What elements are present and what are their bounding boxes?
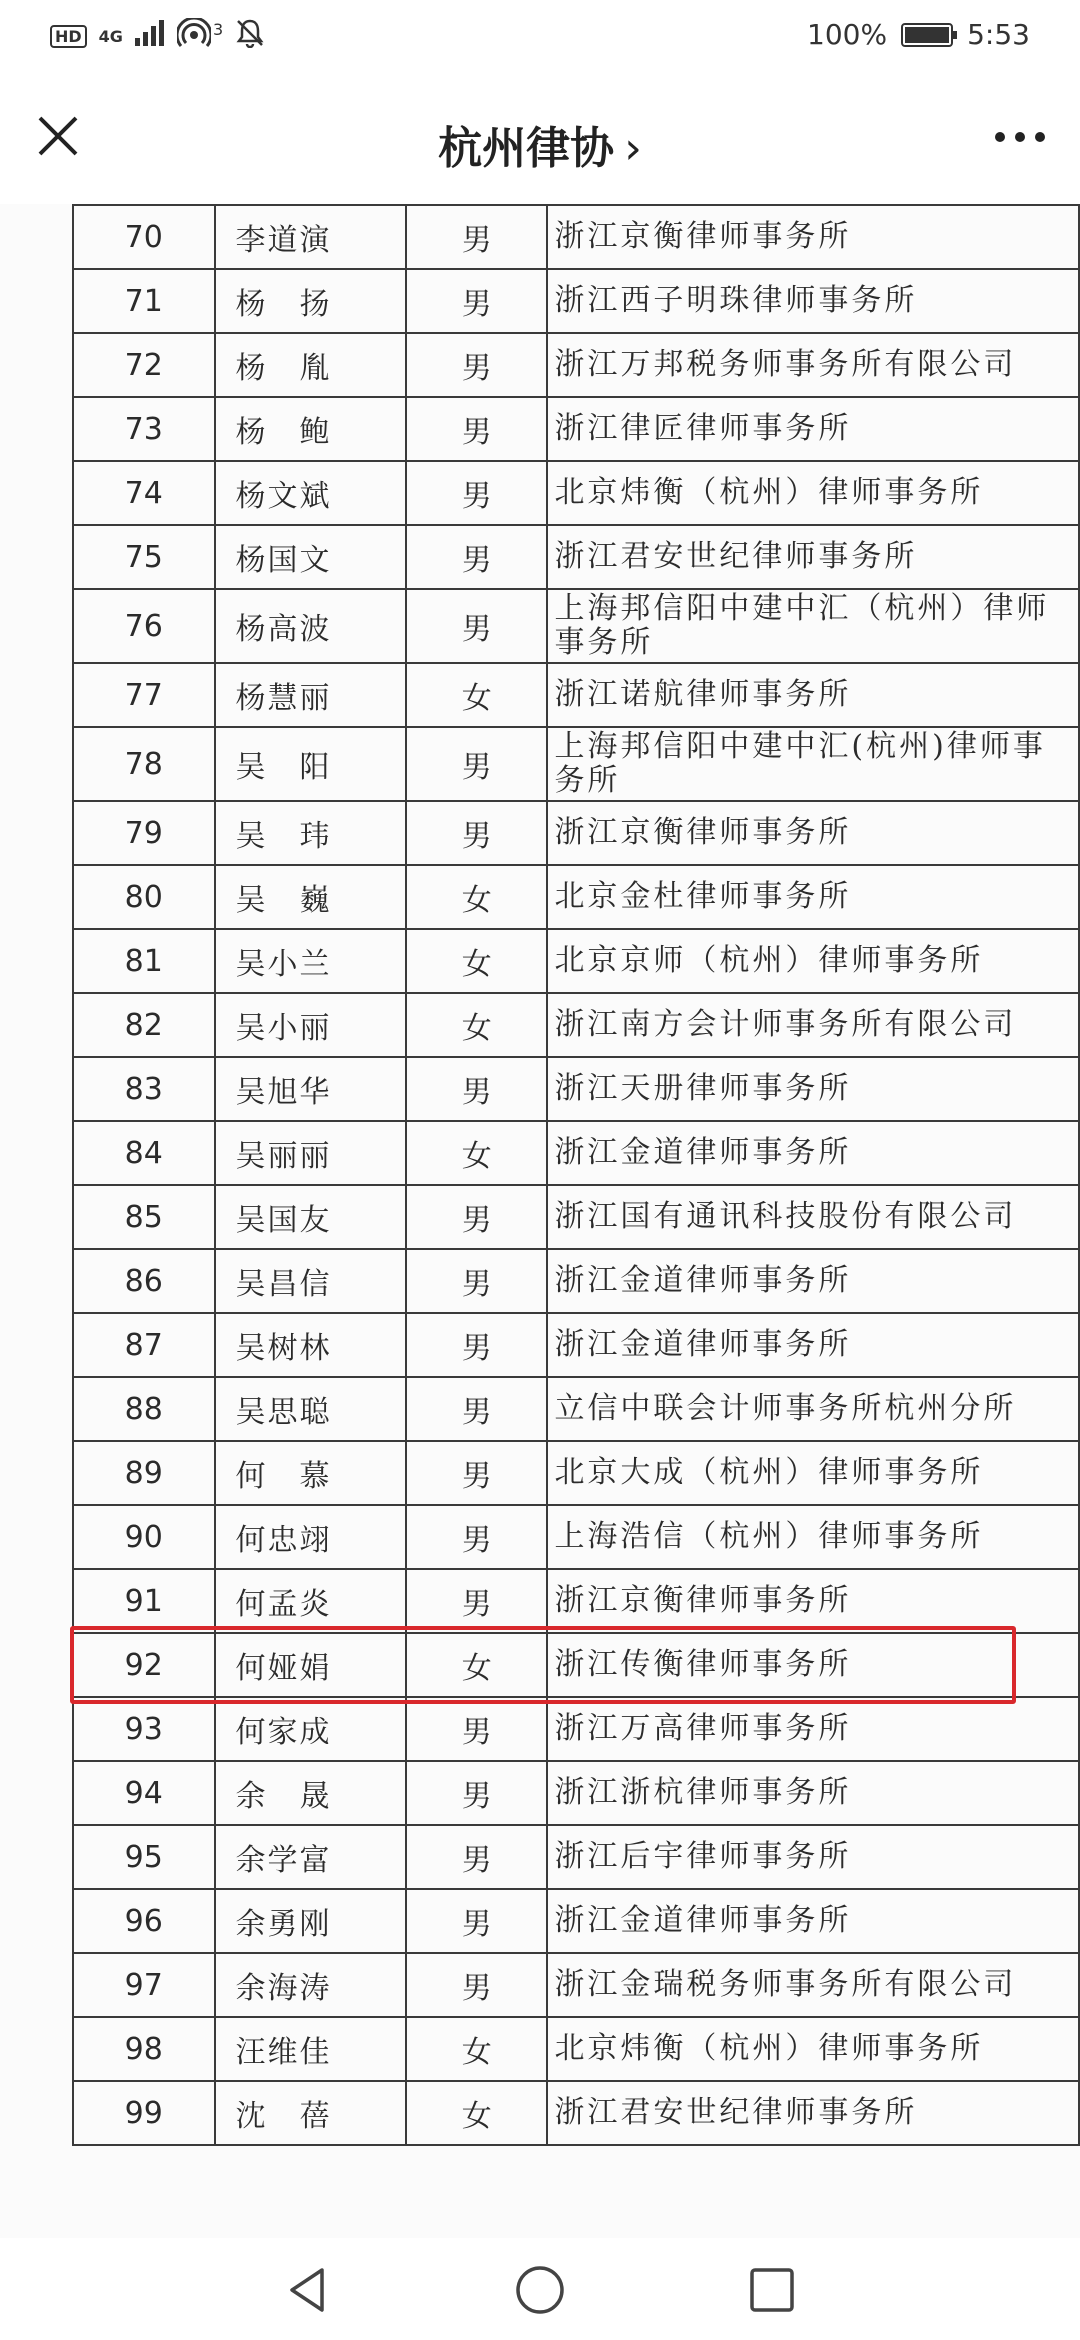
- row-number: 88: [73, 1377, 215, 1441]
- row-firm: 北京炜衡（杭州）律师事务所: [547, 461, 1079, 525]
- more-icon: [990, 122, 1050, 152]
- row-name: 吴树林: [215, 1313, 406, 1377]
- table-row: [73, 269, 1079, 333]
- row-number: 72: [73, 333, 215, 397]
- row-name: 余海涛: [215, 1953, 406, 2017]
- row-gender: 女: [406, 865, 547, 929]
- row-name: 吴小丽: [215, 993, 406, 1057]
- table-row: [73, 1377, 1079, 1441]
- article-image[interactable]: [0, 204, 1080, 2238]
- row-firm: 浙江律匠律师事务所: [547, 397, 1079, 461]
- battery-percent: 100%: [807, 18, 888, 51]
- row-name: 何 慕: [215, 1441, 406, 1505]
- row-name: 余 晟: [215, 1761, 406, 1825]
- row-gender: 男: [406, 205, 547, 269]
- row-number: 85: [73, 1185, 215, 1249]
- status-left: [50, 18, 265, 55]
- table-row: [73, 205, 1079, 269]
- row-firm: 浙江后宇律师事务所: [547, 1825, 1079, 1889]
- signal-icon: [135, 20, 165, 53]
- row-name: 吴 巍: [215, 865, 406, 929]
- table-row: [73, 929, 1079, 993]
- row-name: 杨慧丽: [215, 663, 406, 727]
- table-row: [73, 333, 1079, 397]
- row-firm: 浙江万邦税务师事务所有限公司: [547, 333, 1079, 397]
- row-name: 吴丽丽: [215, 1121, 406, 1185]
- row-gender: 女: [406, 2017, 547, 2081]
- row-name: 沈 蓓: [215, 2081, 406, 2145]
- table-row: [73, 1185, 1079, 1249]
- hotspot-icon: [177, 18, 211, 55]
- mute-icon: [235, 18, 265, 55]
- table-row: [73, 1249, 1079, 1313]
- more-button[interactable]: [990, 122, 1050, 152]
- table-row: [73, 589, 1079, 663]
- row-number: 84: [73, 1121, 215, 1185]
- row-firm: 浙江西子明珠律师事务所: [547, 269, 1079, 333]
- row-gender: 女: [406, 1633, 547, 1697]
- row-firm: 浙江浙杭律师事务所: [547, 1761, 1079, 1825]
- row-name: 吴 阳: [215, 727, 406, 801]
- row-firm: 浙江传衡律师事务所: [547, 1633, 1079, 1697]
- row-gender: 男: [406, 1185, 547, 1249]
- row-gender: 男: [406, 1569, 547, 1633]
- row-number: 92: [73, 1633, 215, 1697]
- row-gender: 男: [406, 589, 547, 663]
- row-firm: 浙江金道律师事务所: [547, 1889, 1079, 1953]
- row-number: 79: [73, 801, 215, 865]
- table-row: [73, 1441, 1079, 1505]
- row-name: 何忠翊: [215, 1505, 406, 1569]
- row-number: 89: [73, 1441, 215, 1505]
- row-firm: 立信中联会计师事务所杭州分所: [547, 1377, 1079, 1441]
- row-number: 71: [73, 269, 215, 333]
- account-title-link[interactable]: [0, 112, 1080, 176]
- row-name: 何孟炎: [215, 1569, 406, 1633]
- row-firm: 浙江金道律师事务所: [547, 1249, 1079, 1313]
- table-row: [73, 865, 1079, 929]
- row-firm: 浙江京衡律师事务所: [547, 205, 1079, 269]
- row-gender: 男: [406, 727, 547, 801]
- chevron-right-icon: ›: [624, 123, 642, 174]
- row-number: 75: [73, 525, 215, 589]
- row-number: 96: [73, 1889, 215, 1953]
- row-name: 何家成: [215, 1697, 406, 1761]
- row-name: 吴小兰: [215, 929, 406, 993]
- row-gender: 男: [406, 1249, 547, 1313]
- row-firm: 上海邦信阳中建中汇（杭州）律师事务所: [547, 589, 1079, 663]
- row-number: 74: [73, 461, 215, 525]
- row-gender: 男: [406, 1057, 547, 1121]
- roster-body: [73, 205, 1079, 2145]
- status-bar: [0, 0, 1080, 72]
- table-row: [73, 1953, 1079, 2017]
- row-gender: 女: [406, 993, 547, 1057]
- row-firm: 浙江南方会计师事务所有限公司: [547, 993, 1079, 1057]
- row-number: 99: [73, 2081, 215, 2145]
- table-row: [73, 801, 1079, 865]
- row-gender: 女: [406, 929, 547, 993]
- table-row: [73, 397, 1079, 461]
- row-number: 80: [73, 865, 215, 929]
- table-row: [73, 525, 1079, 589]
- row-firm: 上海浩信（杭州）律师事务所: [547, 1505, 1079, 1569]
- row-firm: 浙江金道律师事务所: [547, 1121, 1079, 1185]
- row-gender: 女: [406, 1121, 547, 1185]
- status-right: [807, 18, 1030, 51]
- home-button[interactable]: [512, 2262, 568, 2318]
- row-number: 86: [73, 1249, 215, 1313]
- page-title: 杭州律协: [438, 123, 615, 174]
- home-icon: [512, 2262, 568, 2318]
- row-gender: 男: [406, 1761, 547, 1825]
- row-name: 杨文斌: [215, 461, 406, 525]
- row-number: 95: [73, 1825, 215, 1889]
- row-number: 81: [73, 929, 215, 993]
- row-number: 87: [73, 1313, 215, 1377]
- table-row: [73, 1121, 1079, 1185]
- row-number: 70: [73, 205, 215, 269]
- table-row: [73, 1057, 1079, 1121]
- table-row: [73, 1697, 1079, 1761]
- table-row: [73, 1313, 1079, 1377]
- row-firm: 浙江国有通讯科技股份有限公司: [547, 1185, 1079, 1249]
- row-firm: 北京炜衡（杭州）律师事务所: [547, 2017, 1079, 2081]
- row-gender: 男: [406, 461, 547, 525]
- network-label: 4G: [98, 27, 123, 46]
- row-number: 83: [73, 1057, 215, 1121]
- row-name: 杨高波: [215, 589, 406, 663]
- table-row: [73, 727, 1079, 801]
- row-firm: 浙江京衡律师事务所: [547, 801, 1079, 865]
- row-firm: 浙江君安世纪律师事务所: [547, 525, 1079, 589]
- table-row: [73, 2017, 1079, 2081]
- row-gender: 男: [406, 1441, 547, 1505]
- row-number: 98: [73, 2017, 215, 2081]
- row-gender: 男: [406, 397, 547, 461]
- row-gender: 男: [406, 1313, 547, 1377]
- row-number: 78: [73, 727, 215, 801]
- row-name: 杨 胤: [215, 333, 406, 397]
- row-gender: 男: [406, 1825, 547, 1889]
- row-gender: 男: [406, 1697, 547, 1761]
- row-firm: 浙江京衡律师事务所: [547, 1569, 1079, 1633]
- row-name: 吴思聪: [215, 1377, 406, 1441]
- highlight-box: [70, 1626, 1016, 1704]
- row-gender: 男: [406, 801, 547, 865]
- row-name: 吴昌信: [215, 1249, 406, 1313]
- row-number: 73: [73, 397, 215, 461]
- row-firm: 浙江金瑞税务师事务所有限公司: [547, 1953, 1079, 2017]
- row-number: 93: [73, 1697, 215, 1761]
- table-row: [73, 1761, 1079, 1825]
- row-name: 李道演: [215, 205, 406, 269]
- table-row: [73, 1889, 1079, 1953]
- row-gender: 女: [406, 663, 547, 727]
- row-name: 余学富: [215, 1825, 406, 1889]
- row-gender: 男: [406, 1377, 547, 1441]
- table-row: [73, 1825, 1079, 1889]
- row-firm: 浙江金道律师事务所: [547, 1313, 1079, 1377]
- row-number: 97: [73, 1953, 215, 2017]
- row-firm: 浙江诺航律师事务所: [547, 663, 1079, 727]
- clock: 5:53: [967, 18, 1030, 51]
- recents-button[interactable]: [744, 2262, 800, 2318]
- row-name: 杨 扬: [215, 269, 406, 333]
- row-number: 91: [73, 1569, 215, 1633]
- table-row: [73, 663, 1079, 727]
- row-name: 汪维佳: [215, 2017, 406, 2081]
- table-row: [73, 1569, 1079, 1633]
- row-name: 杨 鲍: [215, 397, 406, 461]
- row-gender: 男: [406, 333, 547, 397]
- row-gender: 女: [406, 2081, 547, 2145]
- row-name: 何娅娟: [215, 1633, 406, 1697]
- lawyer-roster-table: [72, 204, 1080, 2146]
- table-row: [73, 1505, 1079, 1569]
- row-firm: 北京金杜律师事务所: [547, 865, 1079, 929]
- row-firm: 上海邦信阳中建中汇(杭州)律师事务所: [547, 727, 1079, 801]
- table-row: [73, 993, 1079, 1057]
- row-number: 77: [73, 663, 215, 727]
- row-firm: 浙江万高律师事务所: [547, 1697, 1079, 1761]
- row-name: 吴国友: [215, 1185, 406, 1249]
- row-firm: 北京京师（杭州）律师事务所: [547, 929, 1079, 993]
- row-name: 杨国文: [215, 525, 406, 589]
- row-number: 94: [73, 1761, 215, 1825]
- back-button[interactable]: [280, 2262, 336, 2318]
- title-bar: [0, 72, 1080, 204]
- row-name: 吴旭华: [215, 1057, 406, 1121]
- row-name: 吴 玮: [215, 801, 406, 865]
- battery-fill: [905, 27, 949, 43]
- battery-icon: [901, 23, 953, 47]
- hd-icon: HD: [50, 25, 87, 48]
- hotspot-count: 3: [212, 20, 224, 39]
- row-gender: 男: [406, 1505, 547, 1569]
- row-firm: 浙江君安世纪律师事务所: [547, 2081, 1079, 2145]
- row-gender: 男: [406, 1953, 547, 2017]
- row-firm: 浙江天册律师事务所: [547, 1057, 1079, 1121]
- row-number: 90: [73, 1505, 215, 1569]
- table-row: [73, 2081, 1079, 2145]
- row-number: 76: [73, 589, 215, 663]
- row-gender: 男: [406, 269, 547, 333]
- row-firm: 北京大成（杭州）律师事务所: [547, 1441, 1079, 1505]
- row-number: 82: [73, 993, 215, 1057]
- recents-icon: [744, 2262, 800, 2318]
- back-icon: [280, 2262, 336, 2318]
- row-name: 余勇刚: [215, 1889, 406, 1953]
- table-row: [73, 461, 1079, 525]
- row-gender: 男: [406, 1889, 547, 1953]
- row-gender: 男: [406, 525, 547, 589]
- navigation-bar: [0, 2238, 1080, 2340]
